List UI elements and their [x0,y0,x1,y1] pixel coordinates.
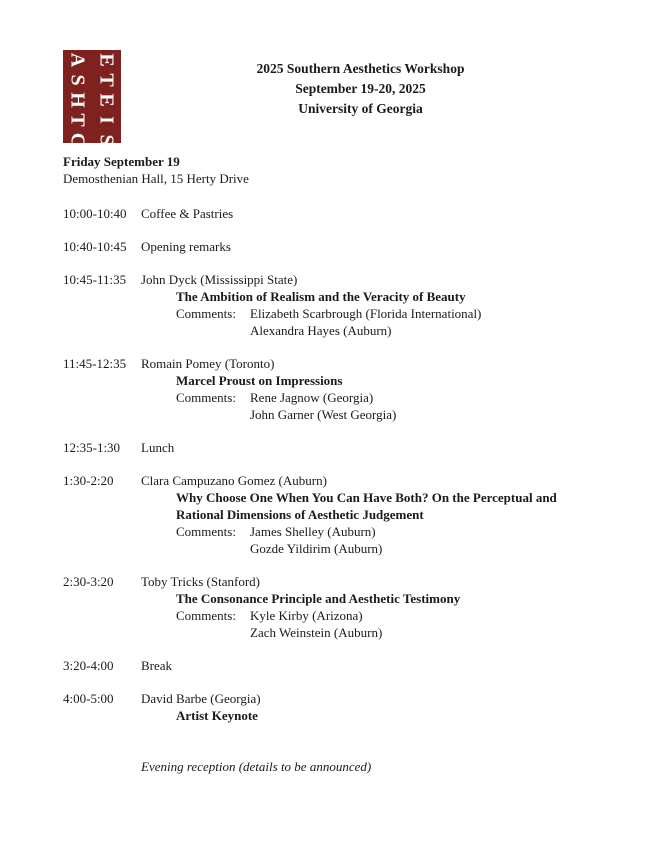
session-body [141,472,600,557]
venue-line: Demosthenian Hall, 15 Herty Drive [63,171,249,186]
comment-names [250,389,600,423]
logo-letter: S [95,134,118,146]
logo-letter: C [66,132,89,148]
session-time: 10:40-10:45 [63,239,127,254]
talk-title: Marcel Proust on Impressions [176,373,343,388]
session-speaker: Coffee & Pastries [141,206,234,221]
session-speaker: Romain Pomey (Toronto) [141,356,275,371]
logo-letter: S [66,74,89,86]
session-speaker: Lunch [141,440,175,455]
logo-letter: E [95,93,118,107]
session-row [63,573,600,641]
logo-letter: A [66,52,89,68]
session-time: 1:30-2:20 [63,473,114,488]
session-body [141,271,600,339]
session-speaker: Clara Campuzano Gomez (Auburn) [141,473,327,488]
comments-label: Comments: [176,306,236,321]
logo-letter: T [66,113,89,127]
session-body [141,355,600,423]
session-body [141,439,600,456]
commenter-name: Gozde Yildirim (Auburn) [250,541,383,556]
sessions-list [63,205,600,724]
workshop-host: University of Georgia [298,101,423,116]
commenter-name: James Shelley (Auburn) [250,524,376,539]
session-time: 11:45-12:35 [63,356,127,371]
session-row [63,439,600,456]
commenter-name: Kyle Kirby (Arizona) [250,608,363,623]
session-time: 2:30-3:20 [63,574,114,589]
comment-names [250,305,600,339]
commenter-name: Elizabeth Scarbrough (Florida International) [250,306,482,321]
commenter-name: Zach Weinstein (Auburn) [250,625,383,640]
session-speaker: Opening remarks [141,239,231,254]
session-body [141,573,600,641]
session-time: 10:45-11:35 [63,272,127,287]
comments-block [176,305,600,339]
title-block [121,50,600,119]
logo-letter: H [66,92,89,108]
talk-title: Why Choose One When You Can Have Both? On the Perceptual and [176,490,557,505]
comments-block [176,607,600,641]
talk-title: The Consonance Principle and Aesthetic Testimony [176,591,461,606]
commenter-name: Rene Jagnow (Georgia) [250,390,374,405]
evening-note: Evening reception (details to be announced) [141,759,372,774]
workshop-title: 2025 Southern Aesthetics Workshop [256,61,465,76]
comments-block [176,523,600,557]
session-speaker: Break [141,658,173,673]
comments-label: Comments: [176,608,236,623]
session-body [141,657,600,674]
session-row [63,690,600,724]
logo-letter: T [95,73,118,87]
session-row [63,271,600,339]
session-time: 4:00-5:00 [63,691,114,706]
session-row [63,472,600,557]
session-body [141,238,600,255]
comments-label: Comments: [176,390,236,405]
logo-letter: E [95,53,118,67]
comments-label: Comments: [176,524,236,539]
document-header [63,50,600,148]
session-row [63,238,600,255]
session-row [63,355,600,423]
session-speaker: John Dyck (Mississippi State) [141,272,298,287]
comments-block [176,389,600,423]
talk-title: Rational Dimensions of Aesthetic Judgement [176,507,424,522]
session-body [141,690,600,724]
comment-names [250,607,600,641]
session-speaker: David Barbe (Georgia) [141,691,261,706]
session-time: 3:20-4:00 [63,658,114,673]
workshop-dates: September 19-20, 2025 [295,81,426,96]
session-row [63,657,600,674]
talk-title: The Ambition of Realism and the Veracity of Beauty [176,289,466,304]
session-body [141,205,600,222]
commenter-name: Alexandra Hayes (Auburn) [250,323,392,338]
logo-letter: I [95,116,118,124]
day-heading: Friday September 19 [63,154,180,169]
comment-names [250,523,600,557]
session-speaker: Toby Tricks (Stanford) [141,574,260,589]
aesthetics-logo-letters [63,50,121,148]
session-row [63,205,600,222]
session-time: 10:00-10:40 [63,206,127,221]
talk-title: Artist Keynote [176,708,258,723]
session-time: 12:35-1:30 [63,440,121,455]
commenter-name: John Garner (West Georgia) [250,407,397,422]
aesthetics-logo [63,50,121,148]
